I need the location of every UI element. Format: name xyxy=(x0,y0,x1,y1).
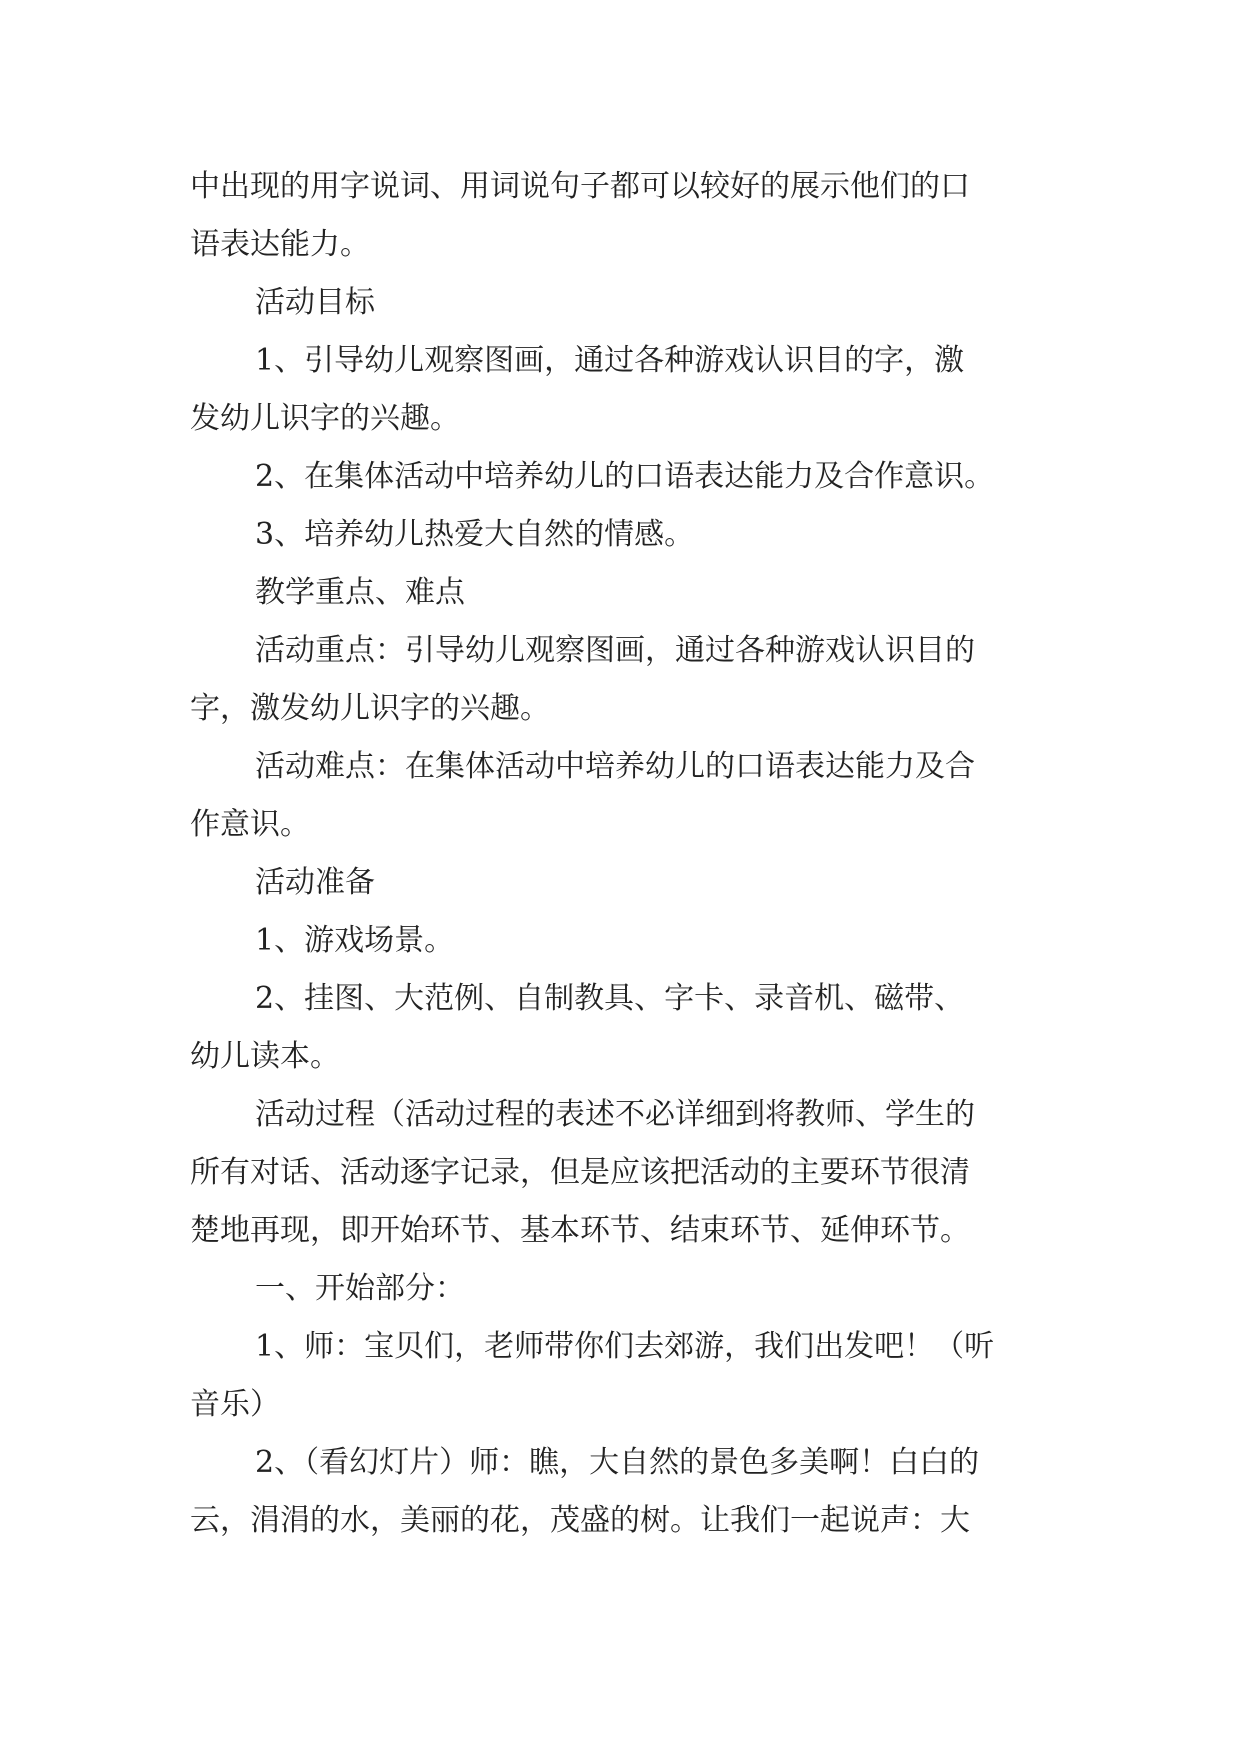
section-heading: 活动目标 xyxy=(255,285,375,320)
text-line: 字，激发幼儿识字的兴趣。 xyxy=(190,691,550,726)
text-line: 活动过程（活动过程的表述不必详细到将教师、学生的 xyxy=(255,1097,975,1132)
section-heading: 活动准备 xyxy=(255,865,375,900)
text-line: 中出现的用字说词、用词说句子都可以较好的展示他们的口 xyxy=(190,169,970,204)
text-line: 作意识。 xyxy=(190,807,310,842)
text-line: 1、师：宝贝们，老师带你们去郊游，我们出发吧！（听 xyxy=(255,1329,995,1364)
text-line: 音乐） xyxy=(190,1387,280,1422)
text-line: 楚地再现，即开始环节、基本环节、结束环节、延伸环节。 xyxy=(190,1213,970,1248)
section-heading: 一、开始部分： xyxy=(255,1271,465,1306)
text-line: 2、（看幻灯片）师：瞧，大自然的景色多美啊！白白的 xyxy=(255,1445,980,1480)
text-line: 云，涓涓的水，美丽的花，茂盛的树。让我们一起说声：大 xyxy=(190,1503,970,1538)
text-line: 所有对话、活动逐字记录，但是应该把活动的主要环节很清 xyxy=(190,1155,970,1190)
text-line: 发幼儿识字的兴趣。 xyxy=(190,401,460,436)
text-line: 活动重点：引导幼儿观察图画，通过各种游戏认识目的 xyxy=(255,633,975,668)
text-line: 活动难点：在集体活动中培养幼儿的口语表达能力及合 xyxy=(255,749,975,784)
text-line: 2、挂图、大范例、自制教具、字卡、录音机、磁带、 xyxy=(255,981,965,1016)
section-heading: 教学重点、难点 xyxy=(255,575,465,610)
text-line: 1、游戏场景。 xyxy=(255,923,455,958)
text-line: 1、引导幼儿观察图画，通过各种游戏认识目的字，激 xyxy=(255,343,965,378)
text-line: 3、培养幼儿热爱大自然的情感。 xyxy=(255,517,695,552)
text-line: 2、在集体活动中培养幼儿的口语表达能力及合作意识。 xyxy=(255,459,995,494)
text-line: 语表达能力。 xyxy=(190,227,370,262)
text-line: 幼儿读本。 xyxy=(190,1039,340,1074)
